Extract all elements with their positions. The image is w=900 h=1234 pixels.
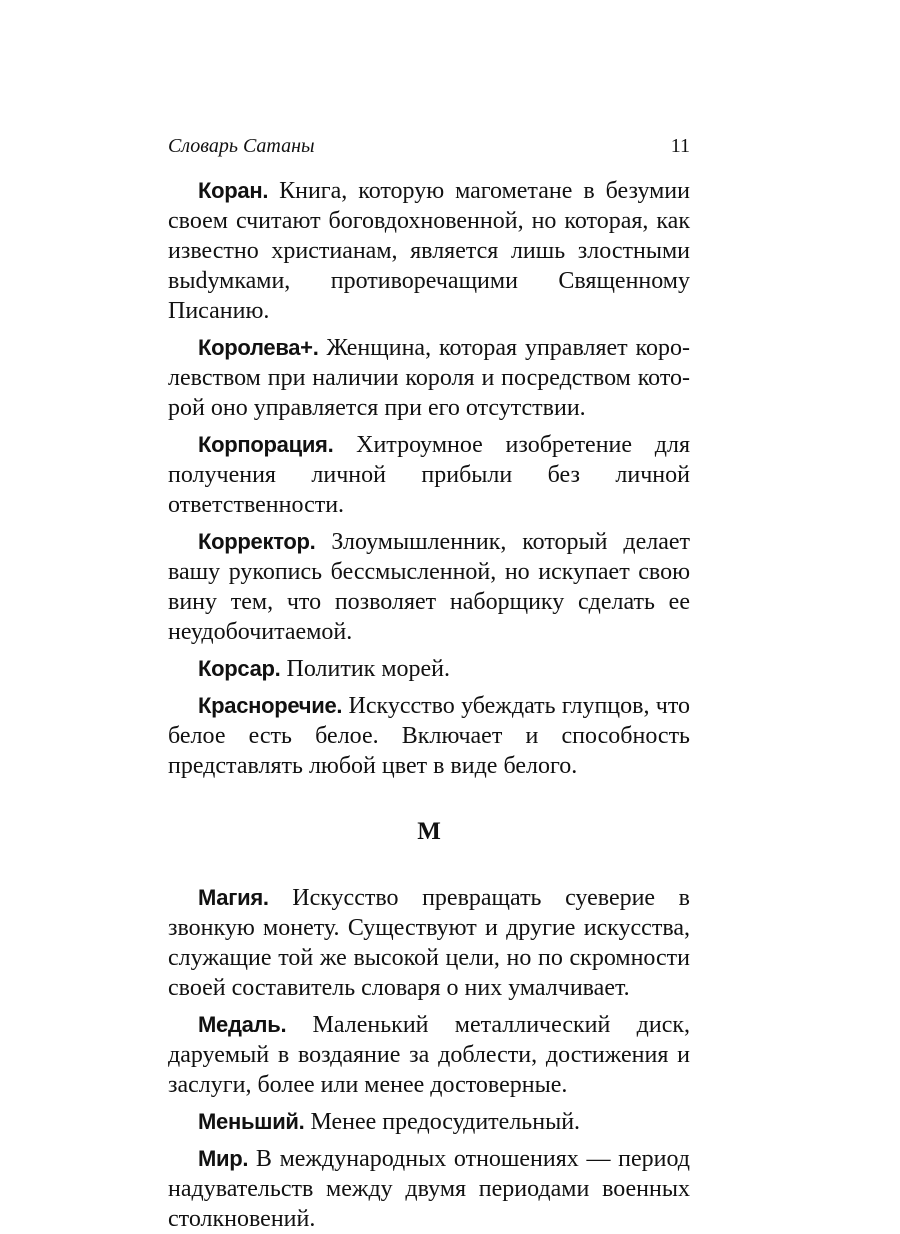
dictionary-entry (168, 691, 690, 781)
dictionary-entry (168, 883, 690, 1003)
entry-definition: Хитроумное изобретение для получения личной прибыли без личной ответственности. (168, 432, 690, 518)
entry-term: Мир. (198, 1146, 249, 1171)
entry-definition: Менее предосудительный. (304, 1109, 581, 1135)
dictionary-entry (168, 1010, 690, 1100)
running-header (168, 131, 690, 161)
entry-definition: Искусство убеждать глупцов, что белое есть белое. Включает и способность представлять любой цвет в виде белого. (168, 693, 690, 779)
entry-definition: В международных отношениях — период надувательств между двумя периодами военных столкновений. (168, 1146, 690, 1232)
entry-term: Магия. (198, 885, 269, 910)
entry-term: Корпорация. (198, 432, 334, 457)
entry-term: Корректор. (198, 529, 316, 554)
book-title: Словарь Сатаны (168, 135, 315, 157)
entry-term: Коран. (198, 178, 269, 203)
dictionary-entry (168, 176, 690, 326)
entry-definition: Маленький металлический диск, даруемый в воздаяние за доблести, достижения и заслуги, более или менее достоверные. (168, 1012, 690, 1098)
dictionary-entry (168, 1107, 690, 1137)
entry-term: Меньший. (198, 1109, 305, 1134)
dictionary-entry (168, 1144, 690, 1234)
entry-definition: Политик морей. (280, 656, 451, 682)
entry-term: Красноречие. (198, 693, 343, 718)
entry-definition: Злоумышленник, который делает вашу рукопись бессмысленной, но искупает свою вину тем, что позволяет наборщику сделать ее неудобочитаемой. (168, 529, 690, 645)
section-letter-heading: М (417, 818, 441, 845)
entry-term: Медаль. (198, 1012, 287, 1037)
entry-term: Корсар. (198, 656, 281, 681)
entry-term: Королева+. (198, 335, 319, 360)
page-number: 11 (670, 135, 690, 157)
dictionary-entry (168, 430, 690, 520)
dictionary-entry (168, 654, 690, 684)
dictionary-entry (168, 333, 690, 423)
entry-definition: Искусство превращать суеверие в звонкую монету. Существуют и другие искусства, служащие той же высокой цели, но по скромности своей составитель словаря о них умалчивает. (168, 885, 690, 1001)
entry-definition: Женщина, которая управляет королевством при наличии короля и посредством которой оно управляется при его отсутствии. (168, 335, 690, 421)
entry-definition: Книга, которую магометане в безумии своем считают боговдохновенной, но которая, как известно христианам, является лишь злостными выdумками, противоречащими Священному Писанию. (168, 178, 690, 324)
page-body (168, 176, 690, 1234)
dictionary-entry (168, 527, 690, 647)
